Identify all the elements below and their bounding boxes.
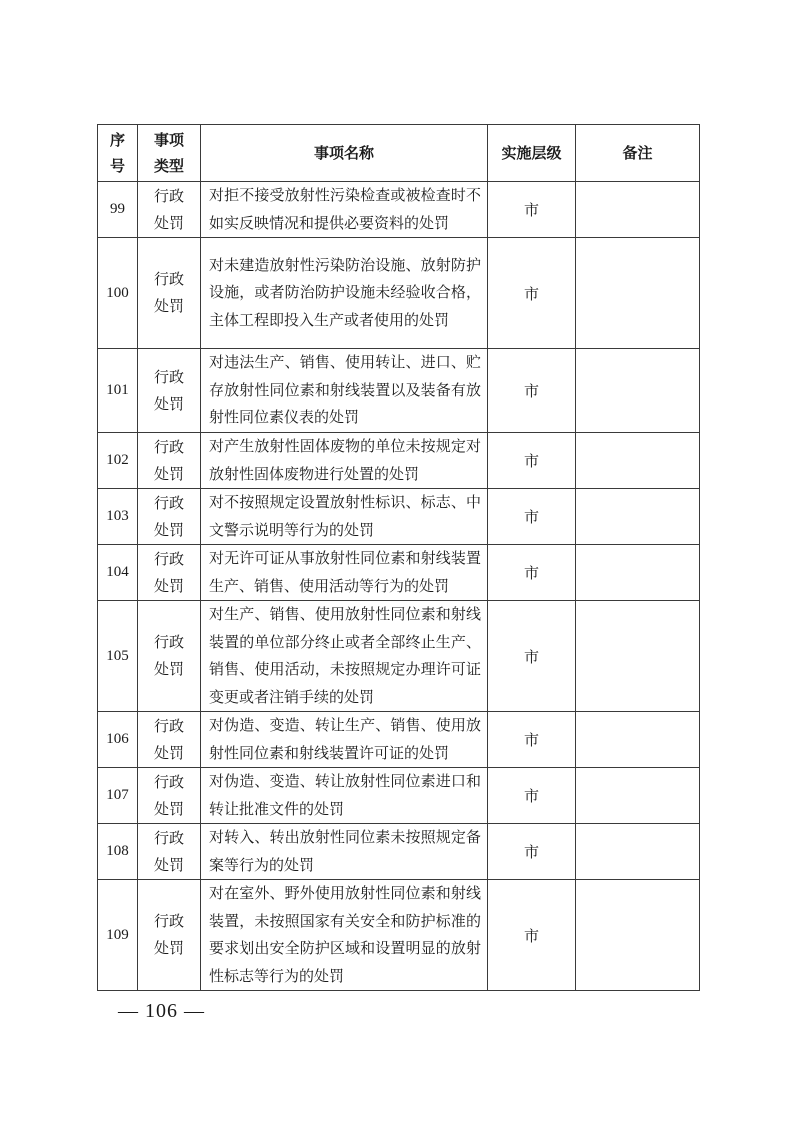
- item-type: 行政 处罚: [138, 880, 201, 991]
- item-name: 对伪造、变造、转让放射性同位素进口和转让批准文件的处罚: [201, 768, 488, 824]
- implementation-level: 市: [488, 433, 576, 489]
- item-name: 对生产、销售、使用放射性同位素和射线装置的单位部分终止或者全部终止生产、销售、使用活动，未按照规定办理许可证变更或者注销手续的处罚: [201, 601, 488, 712]
- item-name: 对转入、转出放射性同位素未按照规定备案等行为的处罚: [201, 824, 488, 880]
- table-header-row: [98, 125, 700, 182]
- note-cell: [576, 349, 700, 433]
- item-name: 对无许可证从事放射性同位素和射线装置生产、销售、使用活动等行为的处罚: [201, 545, 488, 601]
- page-number: — 106 —: [118, 1000, 205, 1022]
- implementation-level: 市: [488, 489, 576, 545]
- table-row: [98, 545, 700, 601]
- implementation-level: 市: [488, 712, 576, 768]
- item-name: 对伪造、变造、转让生产、销售、使用放射性同位素和射线装置许可证的处罚: [201, 712, 488, 768]
- implementation-level: 市: [488, 349, 576, 433]
- row-number: 102: [98, 433, 138, 489]
- item-type: 行政 处罚: [138, 768, 201, 824]
- item-name: 对拒不接受放射性污染检查或被检查时不如实反映情况和提供必要资料的处罚: [201, 182, 488, 238]
- item-type: 行政 处罚: [138, 601, 201, 712]
- table-row: [98, 601, 700, 712]
- header-note: 备注: [576, 125, 700, 182]
- table-row: [98, 238, 700, 349]
- row-number: 103: [98, 489, 138, 545]
- item-name: 对产生放射性固体废物的单位未按规定对放射性固体废物进行处置的处罚: [201, 433, 488, 489]
- item-type: 行政 处罚: [138, 433, 201, 489]
- note-cell: [576, 433, 700, 489]
- table-row: [98, 489, 700, 545]
- note-cell: [576, 182, 700, 238]
- row-number: 104: [98, 545, 138, 601]
- row-number: 107: [98, 768, 138, 824]
- header-level: 实施层级: [488, 125, 576, 182]
- row-number: 100: [98, 238, 138, 349]
- table-row: [98, 182, 700, 238]
- header-name: 事项名称: [201, 125, 488, 182]
- table-row: [98, 349, 700, 433]
- note-cell: [576, 880, 700, 991]
- implementation-level: 市: [488, 545, 576, 601]
- item-table: [97, 124, 700, 991]
- item-name: 对未建造放射性污染防治设施、放射防护设施，或者防治防护设施未经验收合格，主体工程即投入生产或者使用的处罚: [201, 238, 488, 349]
- note-cell: [576, 545, 700, 601]
- note-cell: [576, 768, 700, 824]
- note-cell: [576, 712, 700, 768]
- item-type: 行政 处罚: [138, 349, 201, 433]
- row-number: 101: [98, 349, 138, 433]
- item-name: 对在室外、野外使用放射性同位素和射线装置，未按照国家有关安全和防护标准的要求划出安全防护区域和设置明显的放射性标志等行为的处罚: [201, 880, 488, 991]
- table-row: [98, 880, 700, 991]
- row-number: 106: [98, 712, 138, 768]
- row-number: 99: [98, 182, 138, 238]
- header-num: 序 号: [98, 125, 138, 182]
- item-name: 对违法生产、销售、使用转让、进口、贮存放射性同位素和射线装置以及装备有放射性同位素仪表的处罚: [201, 349, 488, 433]
- item-type: 行政 处罚: [138, 545, 201, 601]
- table-row: [98, 433, 700, 489]
- note-cell: [576, 824, 700, 880]
- note-cell: [576, 489, 700, 545]
- row-number: 109: [98, 880, 138, 991]
- header-type: 事项 类型: [138, 125, 201, 182]
- implementation-level: 市: [488, 768, 576, 824]
- note-cell: [576, 601, 700, 712]
- implementation-level: 市: [488, 238, 576, 349]
- item-type: 行政 处罚: [138, 182, 201, 238]
- implementation-level: 市: [488, 182, 576, 238]
- item-type: 行政 处罚: [138, 238, 201, 349]
- row-number: 108: [98, 824, 138, 880]
- table-row: [98, 824, 700, 880]
- item-type: 行政 处罚: [138, 489, 201, 545]
- implementation-level: 市: [488, 880, 576, 991]
- note-cell: [576, 238, 700, 349]
- item-type: 行政 处罚: [138, 712, 201, 768]
- implementation-level: 市: [488, 601, 576, 712]
- implementation-level: 市: [488, 824, 576, 880]
- item-name: 对不按照规定设置放射性标识、标志、中文警示说明等行为的处罚: [201, 489, 488, 545]
- table-row: [98, 768, 700, 824]
- row-number: 105: [98, 601, 138, 712]
- table-row: [98, 712, 700, 768]
- item-type: 行政 处罚: [138, 824, 201, 880]
